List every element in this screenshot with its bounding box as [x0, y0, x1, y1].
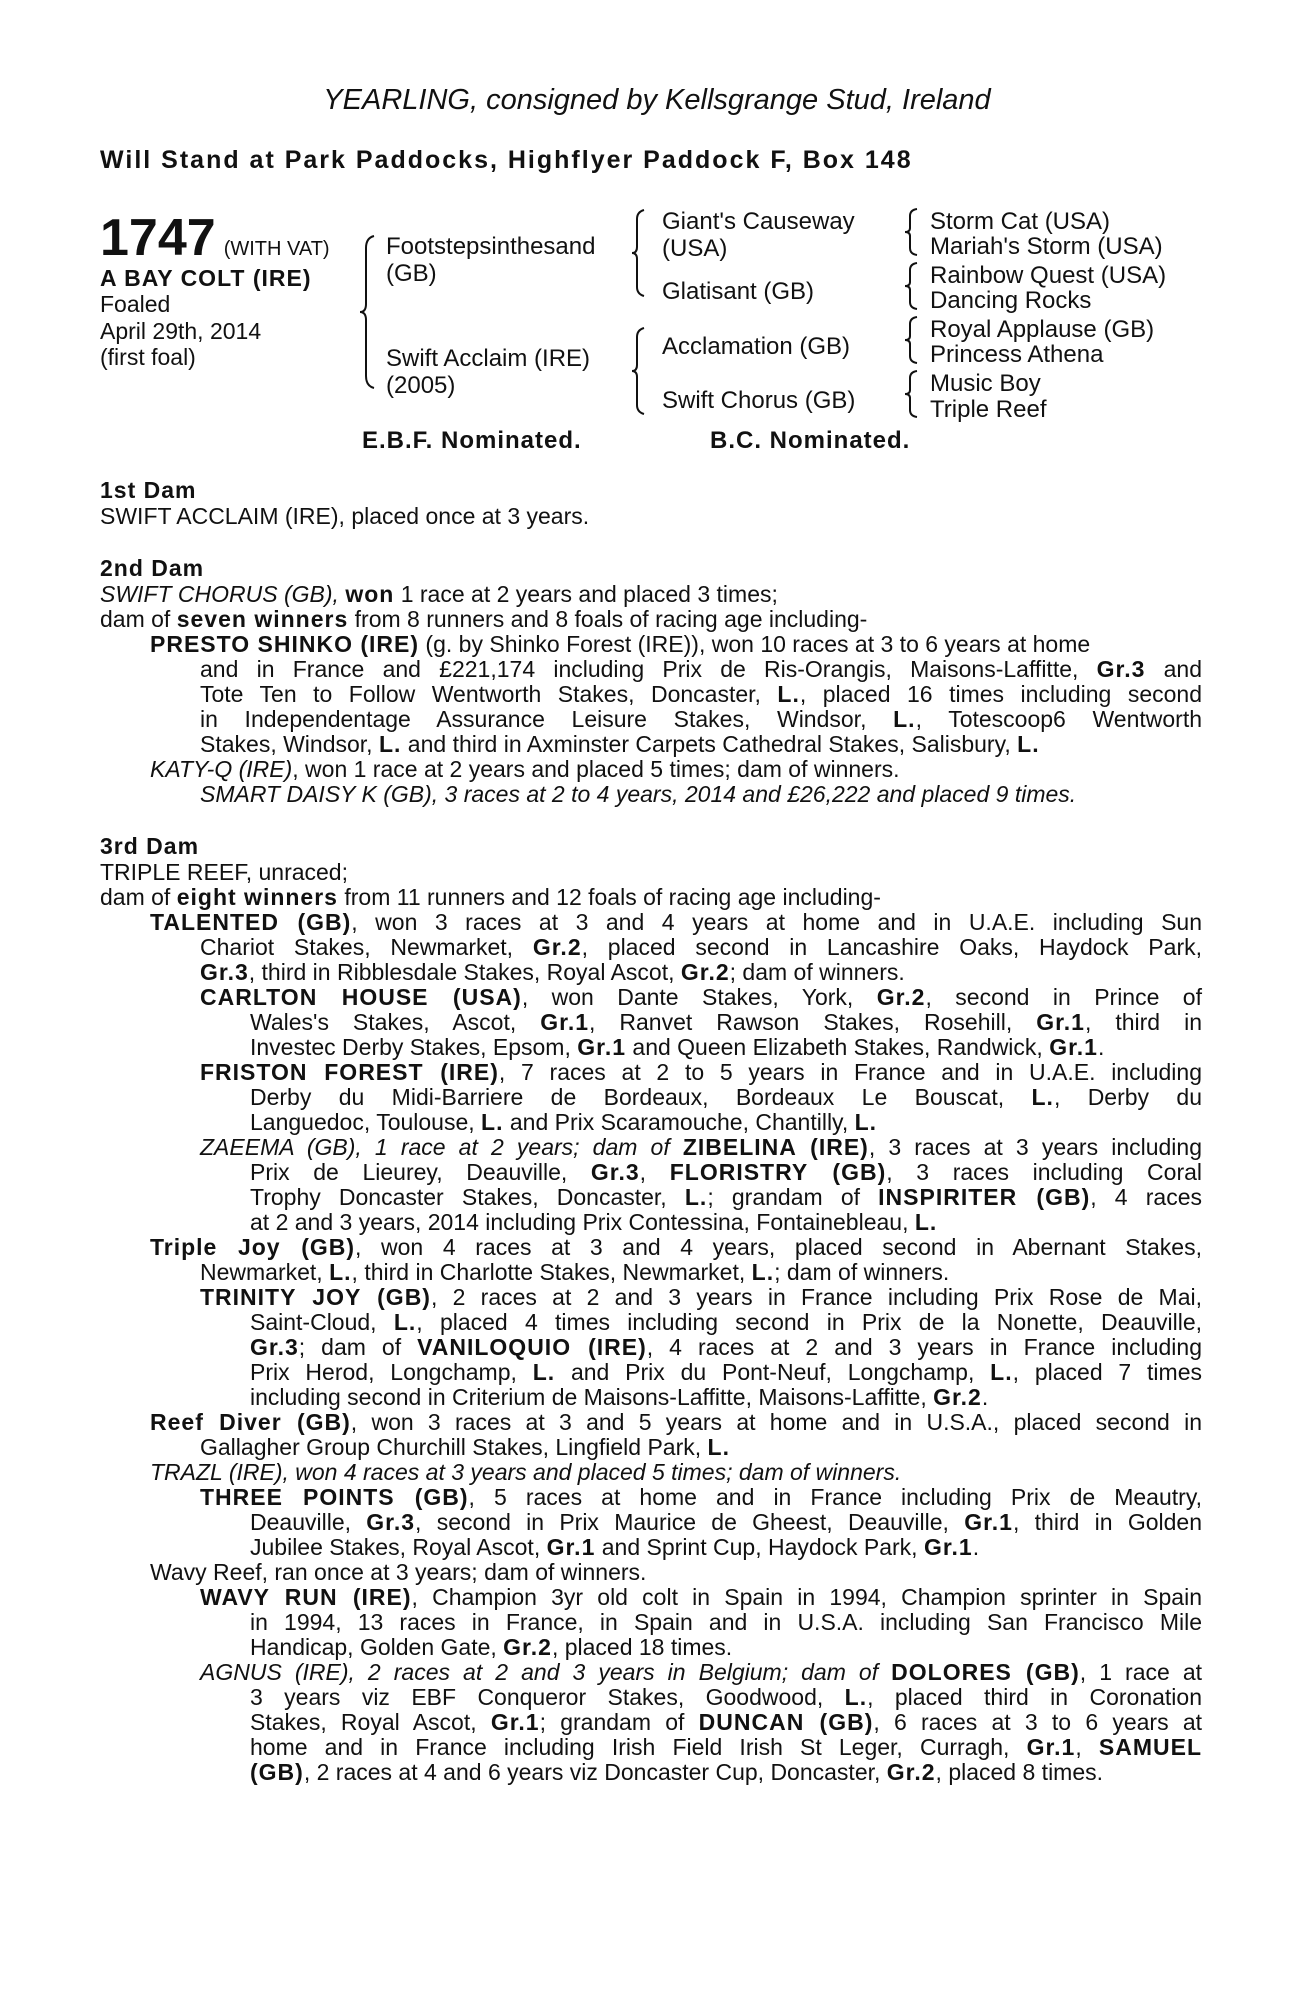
third-dam-line-1: TRIPLE REEF, unraced; [100, 859, 348, 885]
second-dam-line-6: in Independentage Assurance Leisure Stakes, Windsor, L., Totescoop6 Wentworth [200, 706, 1203, 732]
third-dam-line-23: Reef Diver (GB), won 3 races at 3 and 5 years at home and in U.S.A., placed second in [150, 1409, 1202, 1435]
third-dam-line-7: Wales's Stakes, Ascot, Gr.1, Ranvet Rawson Stakes, Rosehill, Gr.1, third in [250, 1009, 1202, 1035]
second-dam-line-9: SMART DAISY K (GB), 3 races at 2 to 4 years, 2014 and £26,222 and placed 9 times. [200, 781, 1077, 807]
dam-sire-name: Acclamation (GB) [662, 333, 851, 360]
third-dam-line-6: CARLTON HOUSE (USA), won Dante Stakes, York, Gr.2, second in Prince of [200, 984, 1202, 1010]
bc-nominated: B.C. Nominated. [710, 427, 911, 454]
third-dam-line-3: TALENTED (GB), won 3 races at 3 and 4 years at home and in U.A.E. including Sun [150, 909, 1202, 935]
third-dam-line-36: home and in France including Irish Field Irish St Leger, Curragh, Gr.1, SAMUEL [250, 1734, 1203, 1760]
sire-name: Footstepsinthesand (GB) [386, 233, 596, 287]
third-dam-line-15: at 2 and 3 years, 2014 including Prix Contessina, Fontainebleau, L. [250, 1209, 938, 1235]
sire-sire-name: Giant's Causeway (USA) [662, 208, 855, 262]
colt-name: A BAY COLT (IRE) [100, 265, 312, 291]
ebf-nominated: E.B.F. Nominated. [362, 427, 582, 454]
pedigree-brace-main [360, 232, 380, 392]
third-dam-line-30: WAVY RUN (IRE), Champion 3yr old colt in Spain in 1994, Champion sprinter in Spain [200, 1584, 1202, 1610]
second-dam-line-2: dam of seven winners from 8 runners and 8 foals of racing age including- [100, 606, 868, 632]
third-dam-line-22: including second in Criterium de Maisons-Laffitte, Maisons-Laffitte, Gr.2. [250, 1384, 989, 1410]
third-dam-line-33: AGNUS (IRE), 2 races at 2 and 3 years in Belgium; dam of DOLORES (GB), 1 race at [200, 1659, 1203, 1685]
third-dam-line-5: Gr.3, third in Ribblesdale Stakes, Royal Ascot, Gr.2; dam of winners. [200, 959, 905, 985]
third-dam-line-14: Trophy Doncaster Stakes, Doncaster, L.; grandam of INSPIRITER (GB), 4 races [250, 1184, 1202, 1210]
third-dam-line-12: ZAEEMA (GB), 1 race at 2 years; dam of ZIBELINA (IRE), 3 races at 3 years including [200, 1134, 1202, 1160]
g3-rainbow-quest: Rainbow Quest (USA) [930, 262, 1167, 289]
first-foal-note: (first foal) [100, 344, 196, 370]
second-dam-line-4: and in France and £221,174 including Prix de Ris-Orangis, Maisons-Laffitte, Gr.3 and [200, 656, 1203, 682]
foaled-date: April 29th, 2014 [100, 318, 262, 344]
stand-location: Will Stand at Park Paddocks, Highflyer Paddock F, Box 148 [100, 146, 913, 174]
third-dam-line-13: Prix de Lieurey, Deauville, Gr.3, FLORISTRY (GB), 3 races including Coral [250, 1159, 1203, 1185]
third-dam-line-32: Handicap, Golden Gate, Gr.2, placed 18 times. [250, 1634, 733, 1660]
third-dam-line-35: Stakes, Royal Ascot, Gr.1; grandam of DUNCAN (GB), 6 races at 3 to 6 years at [250, 1709, 1202, 1735]
third-dam-line-8: Investec Derby Stakes, Epsom, Gr.1 and Queen Elizabeth Stakes, Randwick, Gr.1. [250, 1034, 1105, 1060]
third-dam-line-20: Gr.3; dam of VANILOQUIO (IRE), 4 races at 2 and 3 years in France including [250, 1334, 1202, 1360]
third-dam-line-11: Languedoc, Toulouse, L. and Prix Scaramouche, Chantilly, L. [250, 1109, 878, 1135]
g3-storm-cat: Storm Cat (USA) [930, 208, 1111, 235]
third-dam-line-17: Newmarket, L., third in Charlotte Stakes, Newmarket, L.; dam of winners. [200, 1259, 950, 1285]
sire-dam-name: Glatisant (GB) [662, 278, 815, 305]
foaled-label: Foaled [100, 291, 171, 317]
third-dam-line-18: TRINITY JOY (GB), 2 races at 2 and 3 years in France including Prix Rose de Mai, [200, 1284, 1202, 1310]
third-dam-line-34: 3 years viz EBF Conqueror Stakes, Goodwood, L., placed third in Coronation [250, 1684, 1202, 1710]
pedigree-brace-g3-1 [905, 206, 921, 258]
third-dam-line-16: Triple Joy (GB), won 4 races at 3 and 4 years, placed second in Abernant Stakes, [150, 1234, 1202, 1260]
third-dam-line-24: Gallagher Group Churchill Stakes, Lingfield Park, L. [200, 1434, 730, 1460]
third-dam-line-9: FRISTON FOREST (IRE), 7 races at 2 to 5 years in France and in U.A.E. including [200, 1059, 1202, 1085]
pedigree-brace-g3-2 [905, 260, 921, 312]
third-dam-line-10: Derby du Midi-Barriere de Bordeaux, Bordeaux Le Bouscat, L., Derby du [250, 1084, 1202, 1110]
pedigree-brace-g3-3 [905, 314, 921, 366]
dam-name: Swift Acclaim (IRE) (2005) [386, 345, 591, 399]
g3-dancing-rocks: Dancing Rocks [930, 287, 1092, 314]
third-dam-line-19: Saint-Cloud, L., placed 4 times including second in Prix de la Nonette, Deauville, [250, 1309, 1202, 1335]
second-dam-line-1: SWIFT CHORUS (GB), won 1 race at 2 years and placed 3 times; [100, 581, 778, 607]
third-dam-line-27: Deauville, Gr.3, second in Prix Maurice de Gheest, Deauville, Gr.1, third in Golden [250, 1509, 1202, 1535]
third-dam-line-25: TRAZL (IRE), won 4 races at 3 years and placed 5 times; dam of winners. [150, 1459, 902, 1485]
g3-triple-reef: Triple Reef [930, 396, 1047, 423]
pedigree-brace-g3-4 [905, 368, 921, 420]
second-dam-line-8: KATY-Q (IRE), won 1 race at 2 years and placed 5 times; dam of winners. [150, 756, 900, 782]
third-dam-line-2: dam of eight winners from 11 runners and 12 foals of racing age including- [100, 884, 881, 910]
second-dam-heading: 2nd Dam [100, 555, 205, 581]
third-dam-line-26: THREE POINTS (GB), 5 races at home and in France including Prix de Meautry, [200, 1484, 1202, 1510]
vat-note: (WITH VAT) [223, 238, 330, 260]
page-header-title: YEARLING, consigned by Kellsgrange Stud, Ireland [323, 84, 991, 116]
pedigree-brace-dam [632, 325, 650, 417]
pedigree-brace-sire [632, 207, 650, 299]
g3-royal-applause: Royal Applause (GB) [930, 316, 1155, 343]
first-dam-text: SWIFT ACCLAIM (IRE), placed once at 3 years. [100, 503, 590, 529]
second-dam-line-5: Tote Ten to Follow Wentworth Stakes, Doncaster, L., placed 16 times including second [200, 681, 1202, 707]
second-dam-line-3: PRESTO SHINKO (IRE) (g. by Shinko Forest (IRE)), won 10 races at 3 to 6 years at home [150, 631, 1091, 657]
lot-heading [100, 208, 330, 268]
third-dam-heading: 3rd Dam [100, 833, 200, 859]
first-dam-heading: 1st Dam [100, 477, 197, 503]
third-dam-line-31: in 1994, 13 races in France, in Spain and in U.S.A. including San Francisco Mile [250, 1609, 1202, 1635]
dam-dam-name: Swift Chorus (GB) [662, 387, 856, 414]
g3-princess-athena: Princess Athena [930, 341, 1104, 368]
third-dam-line-4: Chariot Stakes, Newmarket, Gr.2, placed second in Lancashire Oaks, Haydock Park, [200, 934, 1202, 960]
g3-music-boy: Music Boy [930, 370, 1041, 397]
lot-number: 1747 [100, 209, 216, 267]
second-dam-line-7: Stakes, Windsor, L. and third in Axminster Carpets Cathedral Stakes, Salisbury, L. [200, 731, 1040, 757]
g3-mariahs-storm: Mariah's Storm (USA) [930, 233, 1163, 260]
third-dam-line-28: Jubilee Stakes, Royal Ascot, Gr.1 and Sprint Cup, Haydock Park, Gr.1. [250, 1534, 980, 1560]
third-dam-line-29: Wavy Reef, ran once at 3 years; dam of winners. [150, 1559, 647, 1585]
third-dam-line-37: (GB), 2 races at 4 and 6 years viz Doncaster Cup, Doncaster, Gr.2, placed 8 times. [250, 1759, 1104, 1785]
third-dam-line-21: Prix Herod, Longchamp, L. and Prix du Pont-Neuf, Longchamp, L., placed 7 times [250, 1359, 1202, 1385]
